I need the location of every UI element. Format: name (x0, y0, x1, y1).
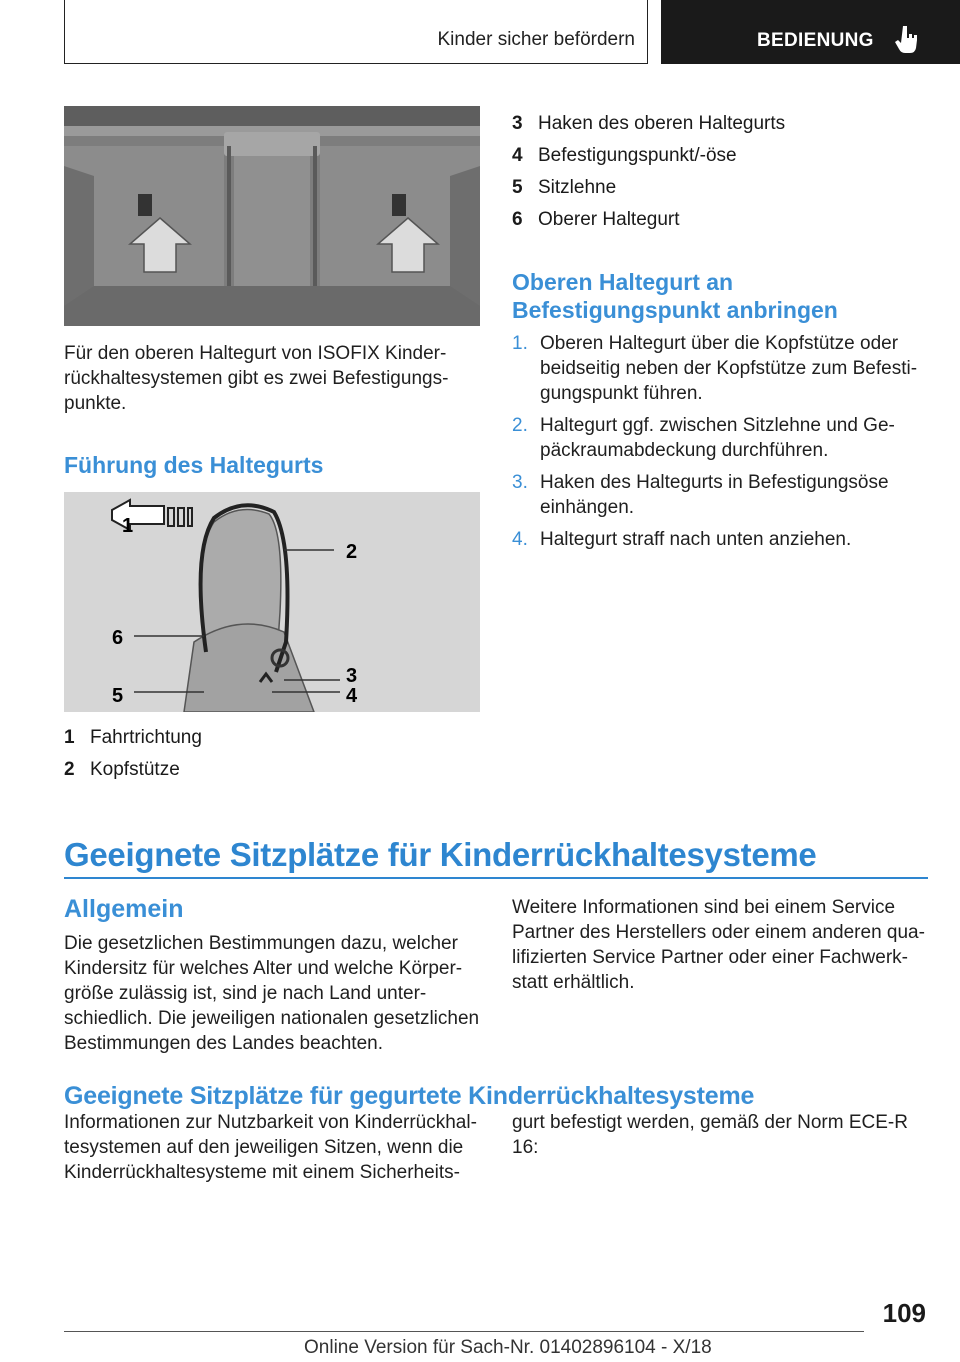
general-text-left: Die gesetzlichen Bestimmungen dazu, welcher Kindersitz für welches Alter und welche Körper- größe zulässig ist, sind je nach Land unter- schiedlich. Die jeweiligen nationalen gesetzlichen Bestimmungen des Landes beachten. (64, 933, 480, 1054)
caption-line: Für den oberen Haltegurt von ISOFIX Kinder- (64, 343, 447, 364)
diagram-label-1: 1 (122, 515, 134, 537)
legend-item: 1 Fahrtrichtung (64, 727, 202, 748)
diagram-label-5: 5 (112, 685, 124, 707)
headrest-diagram (64, 492, 480, 712)
subheading-belted-seats: Geeignete Sitzplätze für gegurtete Kinderrückhaltesysteme (64, 1082, 755, 1110)
general-text-right: Weitere Informationen sind bei einem Service Partner des Herstellers oder einem anderen qua- lifizierten Service Partner oder einer Fachwerk- statt erhältlich. (512, 897, 925, 993)
diagram-label-2: 2 (346, 541, 358, 563)
trunk-photo-illustration (64, 106, 480, 326)
steps-list (512, 331, 932, 559)
diagram-legend-left (64, 722, 202, 786)
section-rule (64, 877, 928, 879)
page-number: 109 (882, 1298, 926, 1328)
diagram-label-6: 6 (112, 627, 124, 649)
section-title-suitable-seats: Geeignete Sitzplätze für Kinderrückhaltesysteme (64, 836, 817, 873)
step-item: 4. Haltegurt straff nach unten anziehen. (512, 529, 852, 550)
heading-guidance: Führung des Haltegurts (64, 452, 324, 478)
diagram-label-4: 4 (346, 685, 358, 707)
caption-line: punkte. (64, 393, 127, 414)
diagram-label-3: 3 (346, 665, 358, 687)
legend-item: 2 Kopfstütze (64, 759, 180, 780)
belted-text-left: Informationen zur Nutzbarkeit von Kinderrückhal- tesystemen auf den jeweiligen Sitzen, wenn die Kinderrückhaltesysteme mit einem Sicherheits- (64, 1112, 477, 1183)
step-item: 1. Oberen Haltegurt über die Kopfstütze oder beidseitig neben der Kopfstütze zum Befesti- gungspunkt führen. (512, 333, 918, 404)
trunk-photo (64, 106, 480, 326)
header-chapter-box (661, 0, 960, 64)
legend-item: 5 Sitzlehne (512, 177, 617, 198)
diagram-legend-right (512, 108, 785, 236)
caption-line: rückhaltesystemen gibt es zwei Befestigungs- (64, 368, 449, 389)
legend-item: 4 Befestigungspunkt/-öse (512, 145, 737, 166)
headrest-diagram-illustration (64, 492, 480, 712)
footer-rule (64, 1331, 864, 1332)
subheading-general: Allgemein (64, 895, 184, 923)
legend-item: 6 Oberer Haltegurt (512, 209, 680, 230)
header-chapter-title: BEDIENUNG (757, 30, 874, 51)
step-item: 2. Haltegurt ggf. zwischen Sitzlehne und Ge- päckraumabdeckung durchführen. (512, 415, 895, 461)
step-item: 3. Haken des Haltegurts in Befestigungsöse einhängen. (512, 472, 889, 518)
header-section-title: Kinder sicher befördern (437, 29, 635, 50)
header-section-box (64, 0, 648, 64)
heading-attach: Oberen Haltegurt an Befestigungspunkt anbringen (512, 269, 838, 323)
legend-item: 3 Haken des oberen Haltegurts (512, 113, 786, 134)
hand-pointer-icon (895, 24, 921, 54)
photo-caption (64, 341, 448, 416)
footer-version: Online Version für Sach-Nr. 01402896104 - X/18 (304, 1337, 712, 1358)
belted-text-right: gurt befestigt werden, gemäß der Norm ECE-R 16: (512, 1112, 908, 1158)
